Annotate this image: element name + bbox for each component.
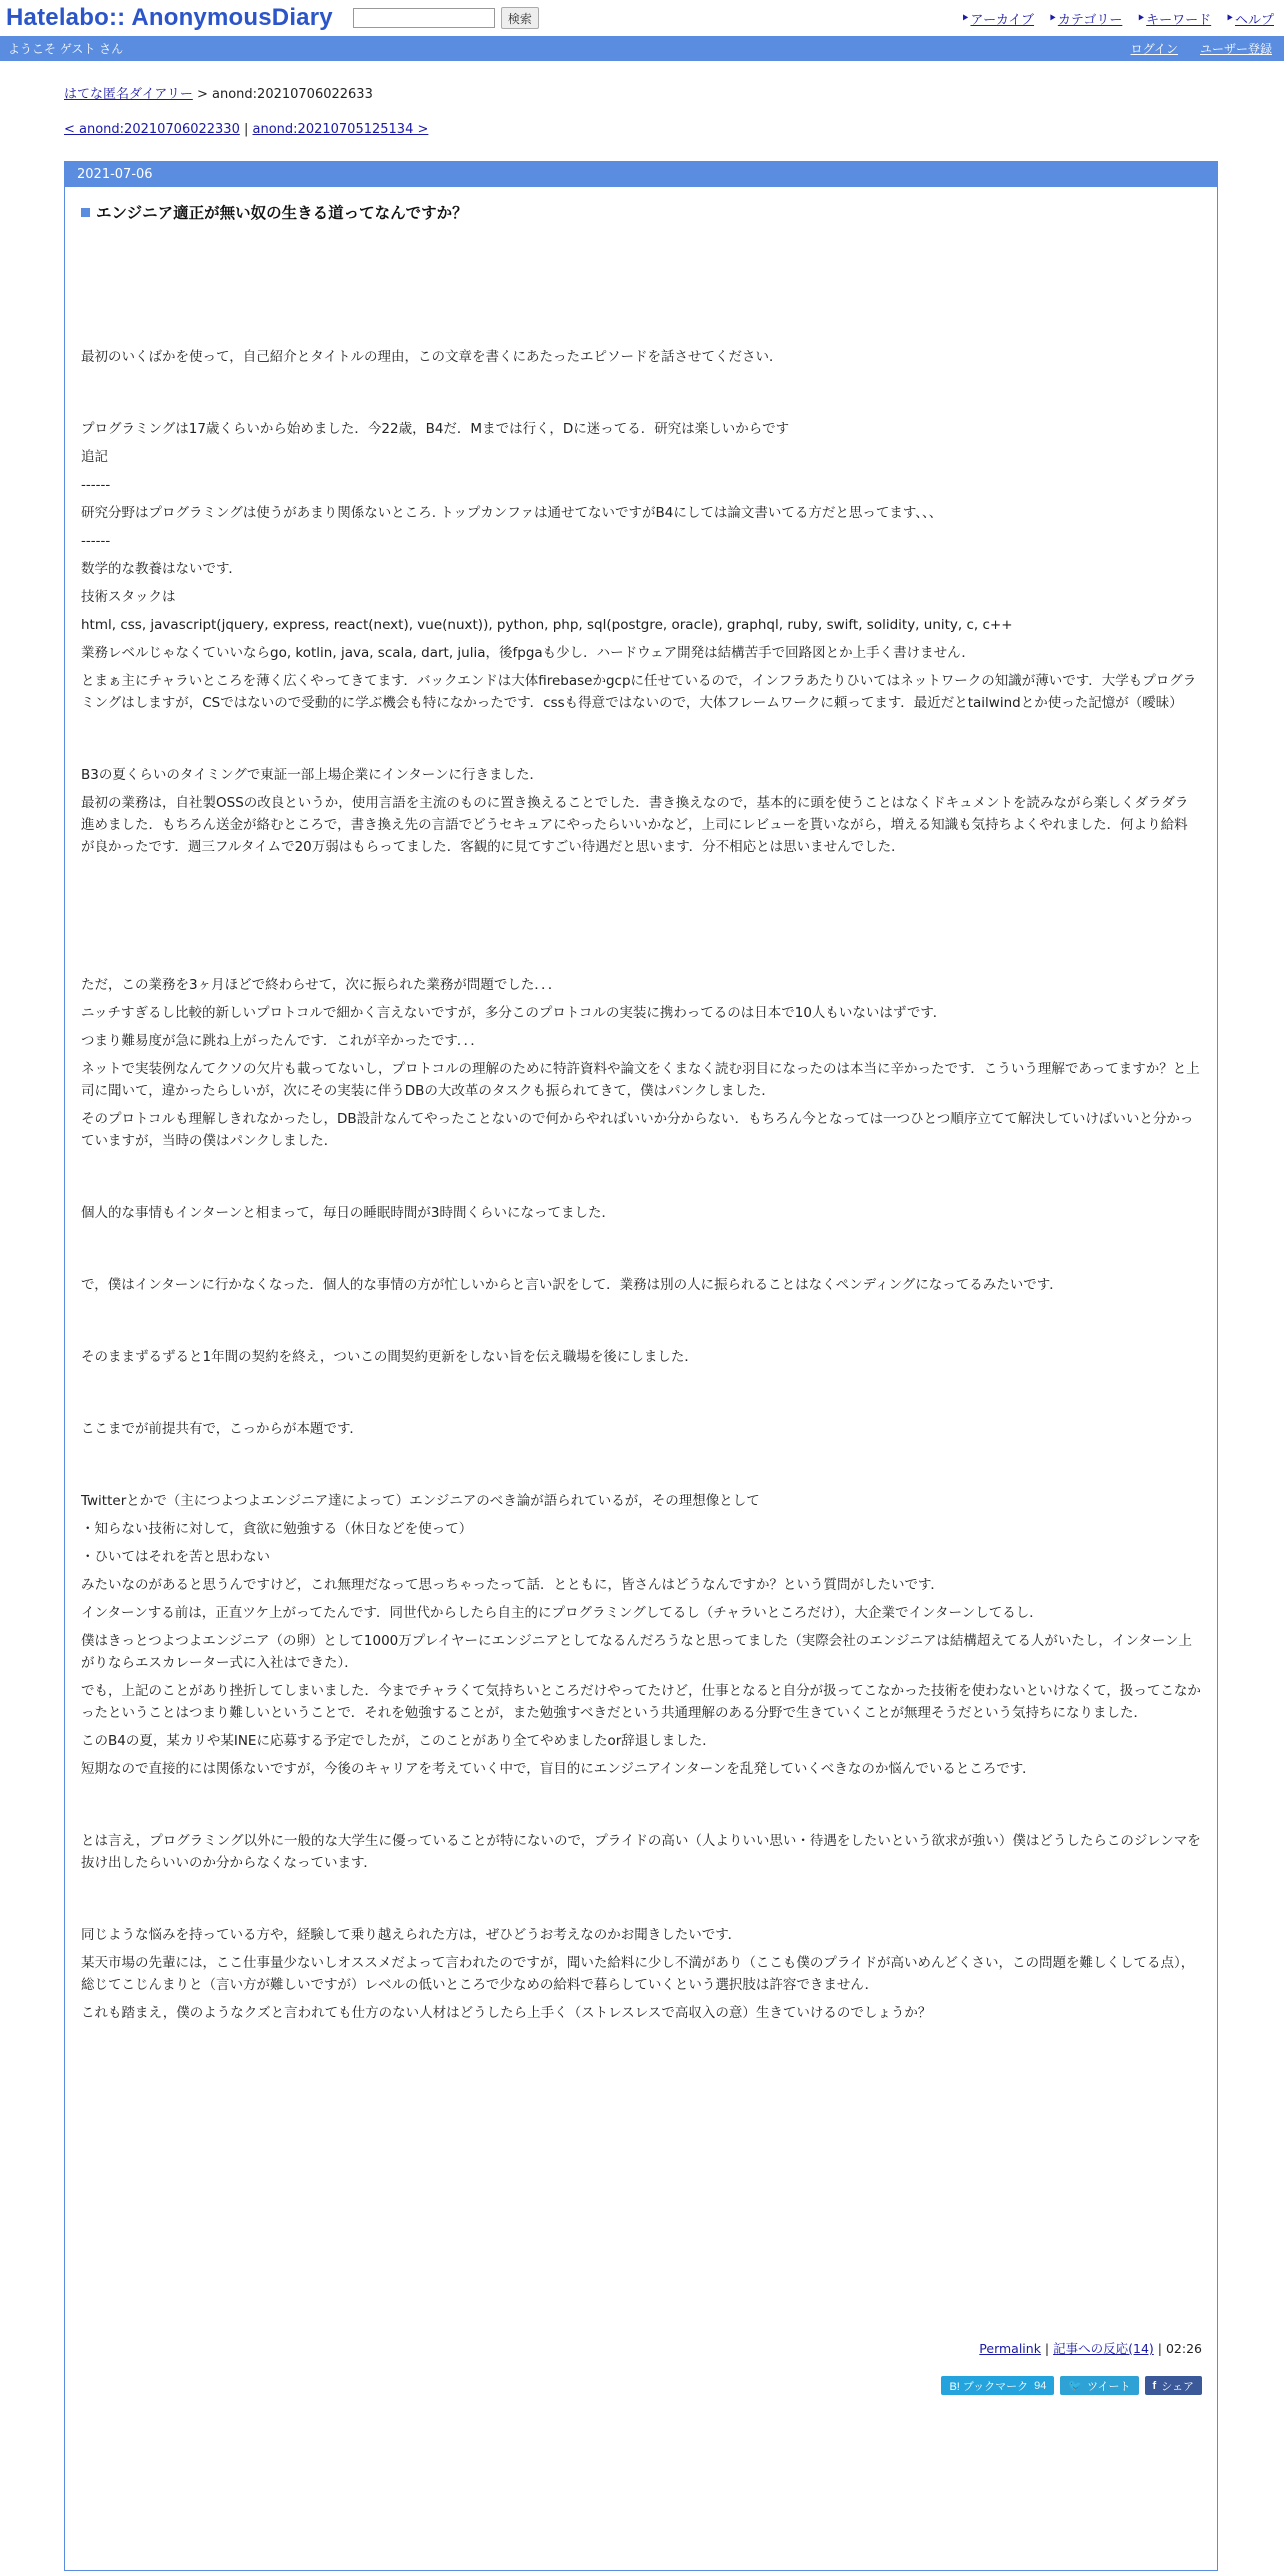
- day-body: [65, 201, 1217, 2024]
- arrow-icon: ⯈: [960, 11, 970, 25]
- nav-archive-link[interactable]: アーカイブ: [970, 13, 1035, 28]
- body-paragraph: ニッチすぎるし比較的新しいプロトコルで細かく言えないですが，多分このプロトコルの実装に携わってるのは日本で10人もいないはずです．: [81, 1005, 947, 1021]
- body-paragraph: ・ひいてはそれを苦と思わない: [81, 1549, 270, 1565]
- entry-footer: [979, 2339, 1202, 2357]
- bookmark-count: 94: [1034, 2379, 1047, 2392]
- body-paragraph: 最初のいくばかを使って，自己紹介とタイトルの理由，この文章を書くにあたったエピソードを話させてください．: [81, 349, 783, 365]
- entry-body: [81, 223, 1201, 2024]
- search-input[interactable]: [353, 8, 495, 28]
- tweet-label: ツイート: [1087, 2380, 1131, 2393]
- body-paragraph: みたいなのがあると思うんですけど，これ無理だなって思っちゃったって話．とともに，皆さんはどうなんですか？という質問がしたいです．: [81, 1577, 944, 1593]
- body-paragraph: Twitterとかで（主につよつよエンジニア達によって）エンジニアのべき論が語られているが，その理想像として: [81, 1493, 760, 1509]
- day-date: 2021-07-06: [65, 162, 1217, 187]
- reactions-link[interactable]: 記事への反応(14): [1053, 2341, 1154, 2356]
- body-paragraph: で，僕はインターンに行かなくなった．個人的な事情の方が忙しいからと言い訳をして．業務は別の人に振られることはなくペンディングになってるみたいです．: [81, 1277, 1063, 1293]
- permalink[interactable]: Permalink: [979, 2341, 1041, 2356]
- body-paragraph: プログラミングは17歳くらいから始めました．今22歳，B4だ．Mまでは行く，Dに迷ってる．研究は楽しいからです: [81, 421, 790, 437]
- body-paragraph: html, css, javascript(jquery, express, react(next), vue(nuxt)), python, php, sql(postgre, oracle), graphql, ruby, swift, solidity, unity, c, c++: [81, 617, 1013, 633]
- nav-category[interactable]: [1048, 9, 1122, 28]
- breadcrumb-root-link[interactable]: はてな匿名ダイアリー: [64, 87, 193, 102]
- body-paragraph: つまり難易度が急に跳ね上がったんです．これが辛かったです．．．: [81, 1033, 484, 1049]
- body-paragraph: ただ，この業務を3ヶ月ほどで終わらせて，次に振られた業務が問題でした．．．: [81, 977, 562, 993]
- body-paragraph: ------: [81, 477, 111, 493]
- body-paragraph: ------: [81, 533, 111, 549]
- footer-separator: |: [1040, 2341, 1054, 2356]
- account-links: [1109, 40, 1272, 57]
- body-paragraph: 僕はきっとつよつよエンジニア（の卵）として1000万プレイヤーにエンジニアとしてなるんだろうなと思ってました（実際会社のエンジニアは結構超えてる人がいたし，インターン上がりならエスカレーター式に入社はできた）．: [81, 1633, 1193, 1671]
- body-paragraph: 短期なので直接的には関係ないですが，今後のキャリアを考えていく中で，盲目的にエンジニアインターンを乱発していくべきなのか悩んでいるところです．: [81, 1761, 1036, 1777]
- body-paragraph: 最初の業務は，自社製OSSの改良というか，使用言語を主流のものに置き換えることでした．書き換えなので，基本的に頭を使うことはなくドキュメントを読みながら楽しくダラダラ進めました．もちろん送金が絡むところで，書き換え先の言語でどうセキュアにやったらいいかなど，上司にレビューを貰いながら，増える知識も気持ちよくやれました．何より給料が良かったです．週三フルタイムで20万弱はもらってました．客観的に見てすごい待遇だと思います．分不相応とは思いませんでした．: [81, 795, 1189, 855]
- site-logo[interactable]: Hatelabo:: AnonymousDiary: [6, 4, 333, 31]
- body-paragraph: でも，上記のことがあり挫折してしまいました．今までチャラくて気持ちいところだけやってたけど，仕事となると自分が扱ってこなかった技術を使わないといけなくて，扱ってこなかったということはつまり難しいということで．それを勉強することが，また勉強すべきだという共通理解のある分野で生きていくことが無理そうだという気持ちになりました．: [81, 1683, 1201, 1721]
- login-link[interactable]: ログイン: [1130, 42, 1178, 56]
- breadcrumb: [64, 83, 1284, 102]
- footer-separator: |: [1153, 2341, 1166, 2356]
- entry-title-text: エンジニア適正が無い奴の生きる道ってなんですか？: [96, 204, 468, 222]
- bookmark-label: B! ブックマーク: [949, 2380, 1029, 2393]
- body-paragraph: ここまでが前提共有で，こっからが本題です．: [81, 1421, 363, 1437]
- tweet-button[interactable]: [1060, 2376, 1138, 2395]
- top-nav: [961, 9, 1274, 28]
- body-paragraph: 追記: [81, 449, 108, 465]
- nav-help[interactable]: [1225, 9, 1274, 28]
- nav-keyword[interactable]: [1136, 9, 1211, 28]
- title-square-icon[interactable]: [81, 208, 90, 217]
- body-paragraph: 個人的な事情もインターンと相まって，毎日の睡眠時間が3時間くらいになってました．: [81, 1205, 616, 1221]
- next-entry-link[interactable]: anond:20210705125134 >: [252, 122, 429, 137]
- entry-title: [81, 201, 1201, 223]
- body-paragraph: とは言え，プログラミング以外に一般的な大学生に優っていることが特にないので，プライドの高い（人よりいい思い・待遇をしたいという欲求が強い）僕はどうしたらこのジレンマを抜け出したらいいのか分からなくなっています．: [81, 1833, 1201, 1871]
- share-label: シェア: [1161, 2380, 1194, 2393]
- nav-help-link[interactable]: ヘルプ: [1234, 13, 1274, 28]
- nav-archive[interactable]: [961, 9, 1034, 28]
- arrow-icon: ⯈: [1225, 11, 1234, 25]
- body-paragraph: そのままずるずると1年間の契約を終え，ついこの間契約更新をしない旨を伝え職場を後にしました．: [81, 1349, 698, 1365]
- welcome-bar: [0, 36, 1284, 61]
- body-paragraph: 同じような悩みを持っている方や，経験して乗り越えられた方は，ぜひどうお考えなのかお聞きしたいです．: [81, 1927, 742, 1943]
- body-paragraph: インターンする前は，正直ツケ上がってたんです．同世代からしたら自主的にプログラミングしてるし（チャラいところだけ），大企業でインターンしてるし．: [81, 1605, 1043, 1621]
- body-paragraph: ・知らない技術に対して，貪欲に勉強する（休日などを使って）: [81, 1521, 473, 1537]
- body-paragraph: B3の夏くらいのタイミングで東証一部上場企業にインターンに行きました．: [81, 767, 543, 783]
- day-section: [64, 161, 1218, 2571]
- welcome-text: ようこそ ゲスト さん: [8, 42, 124, 56]
- body-paragraph: このB4の夏，某カリや某INEに応募する予定でしたが，このことがあり全てやめましたor辞退しました．: [81, 1733, 716, 1749]
- entry-pager: [64, 122, 1284, 137]
- body-paragraph: これも踏まえ，僕のようなクズと言われても仕方のない人材はどうしたら上手く（ストレスレスで高収入の意）生きていけるのでしょうか？: [81, 2005, 932, 2021]
- register-link[interactable]: ユーザー登録: [1199, 42, 1272, 56]
- site-header: [0, 0, 1284, 36]
- pager-separator: |: [239, 122, 253, 137]
- prev-entry-link[interactable]: < anond:20210706022330: [64, 122, 240, 137]
- body-paragraph: ネットで実装例なんてクソの欠片も載ってないし，プロトコルの理解のために特許資料や論文をくまなく読む羽目になったのは本当に辛かったです．こういう理解であってますか？と上司に聞いて，違かったらしいが，次にその実装に伴うDBの大改革のタスクも振られてきて，僕はパンクしました．: [81, 1061, 1200, 1099]
- search-button[interactable]: 検索: [501, 7, 539, 29]
- facebook-share-button[interactable]: [1145, 2376, 1202, 2395]
- facebook-icon: f: [1152, 2379, 1157, 2392]
- entry-time: 02:26: [1165, 2341, 1202, 2356]
- twitter-icon: 🐦: [1068, 2380, 1083, 2392]
- nav-keyword-link[interactable]: キーワード: [1146, 13, 1212, 28]
- breadcrumb-separator: >: [192, 87, 213, 102]
- body-paragraph: 数学的な教養はないです．: [81, 561, 242, 577]
- body-paragraph: 業務レベルじゃなくていいならgo, kotlin, java, scala, dart, julia，後fpgaも少し．ハードウェア開発は結構苦手で回路図とか上手く書けません．: [81, 645, 975, 661]
- body-paragraph: とまぁ主にチャラいところを薄く広くやってきてます．バックエンドは大体firebaseかgcpに任せているので，インフラあたりひいてはネットワークの知識が薄いです．大学もプログラミングはしますが，CSではないので受動的に学ぶ機会も特になかったです．cssも得意ではないので，大体フレームワークに頼ってます．最近だとtailwindとか使った記憶が（曖昧）: [81, 673, 1197, 711]
- share-buttons: [941, 2376, 1202, 2395]
- body-paragraph: 某天市場の先輩には，ここ仕事量少ないしオススメだよって言われたのですが，聞いた給料に少し不満があり（ここも僕のプライドが高いめんどくさい，この問題を難しくしてる点），総じてこじんまりと（言い方が難しいですが）レベルの低いところで少なめの給料で暮らしていくという選択肢は許容できません．: [81, 1955, 1195, 1993]
- hatena-bookmark-button[interactable]: [941, 2376, 1054, 2395]
- nav-category-link[interactable]: カテゴリー: [1057, 13, 1123, 28]
- body-paragraph: そのプロトコルも理解しきれなかったし，DB設計なんてやったことないので何からやればいいか分からない．もちろん今となっては一つひとつ順序立てて解決していけばいいと分かっていますが，当時の僕はパンクしました．: [81, 1111, 1194, 1149]
- arrow-icon: ⯈: [1136, 11, 1146, 25]
- body-paragraph: 研究分野はプログラミングは使うがあまり関係ないところ. トップカンファは通せてないですがB4にしては論文書いてる方だと思ってます、、、: [81, 505, 943, 521]
- arrow-icon: ⯈: [1048, 11, 1057, 25]
- breadcrumb-current: anond:20210706022633: [212, 87, 373, 102]
- body-paragraph: 技術スタックは: [81, 589, 176, 605]
